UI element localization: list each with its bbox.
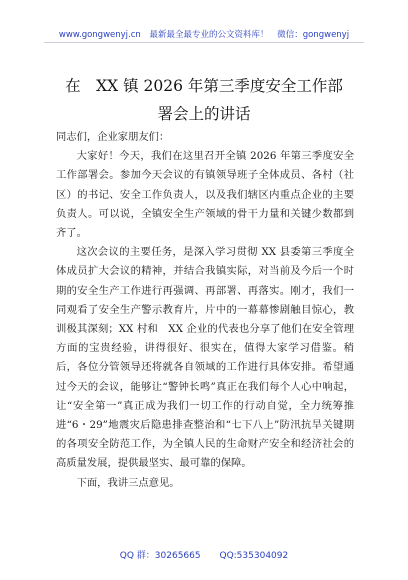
header-slogan: 最新最全最专业的公文资料库！ bbox=[149, 30, 269, 40]
paragraph: 下面，我讲三点意见。 bbox=[76, 476, 180, 489]
document-body bbox=[56, 128, 354, 493]
page-header bbox=[0, 28, 408, 40]
website-link[interactable]: www.gongwenyj.cn bbox=[58, 30, 141, 40]
salutation: 同志们，企业家朋友们： bbox=[56, 131, 170, 143]
document-title: 在 XX 镇 2026 年第三季度安全工作部署会上的讲话 bbox=[65, 77, 343, 123]
footer-qq: QQ:535304092 bbox=[219, 551, 289, 561]
paragraph: 这次会议的主要任务，是深入学习贯彻 XX 县委第三季度全体成员扩大会议的精神，并结合我镇实际，对当前及今后一个时期的安全生产工作进行再强调、再部署、再落实。刚才，我们一同观看了安全生产警示教育片，片中的一幕幕惨剧触目惊心，教训极其深刻；XX 村和 XX 企业的代表也分享了他们在安全管理方面的宝贵经验，讲得很好、很实在，值得大家学习借鉴。稍后，各位分管领导还将就各自领域的工作进行具体安排。希望通过今天的会议，能够让“警钟长鸣”真正在我们每个人心中响起，让“安全第一”真正成为我们一切工作的行动自觉，全力统筹推进“6・29”地震灾后隐患排查整治和“七下八上”防汛抗旱关键期的各项安全防范工作，为全镇人民的生命财产安全和经济社会的高质量发展，提供最坚实、最可靠的保障。 bbox=[56, 246, 354, 470]
header-wechat: 微信：gongwenyj bbox=[277, 30, 350, 40]
footer-qq-group: QQ 群：30265665 bbox=[119, 551, 201, 561]
paragraph: 大家好！今天，我们在这里召开全镇 2026 年第三季度安全工作部署会。参加今天会议的有镇领导班子全体成员、各村（社区）的书记、安全工作负责人，以及我们辖区内重点企业的主要负责人。可以说，全镇安全生产领域的骨干力量和关键少数都到齐了。 bbox=[56, 150, 354, 240]
page-footer bbox=[0, 548, 408, 561]
header-divider bbox=[44, 42, 364, 43]
